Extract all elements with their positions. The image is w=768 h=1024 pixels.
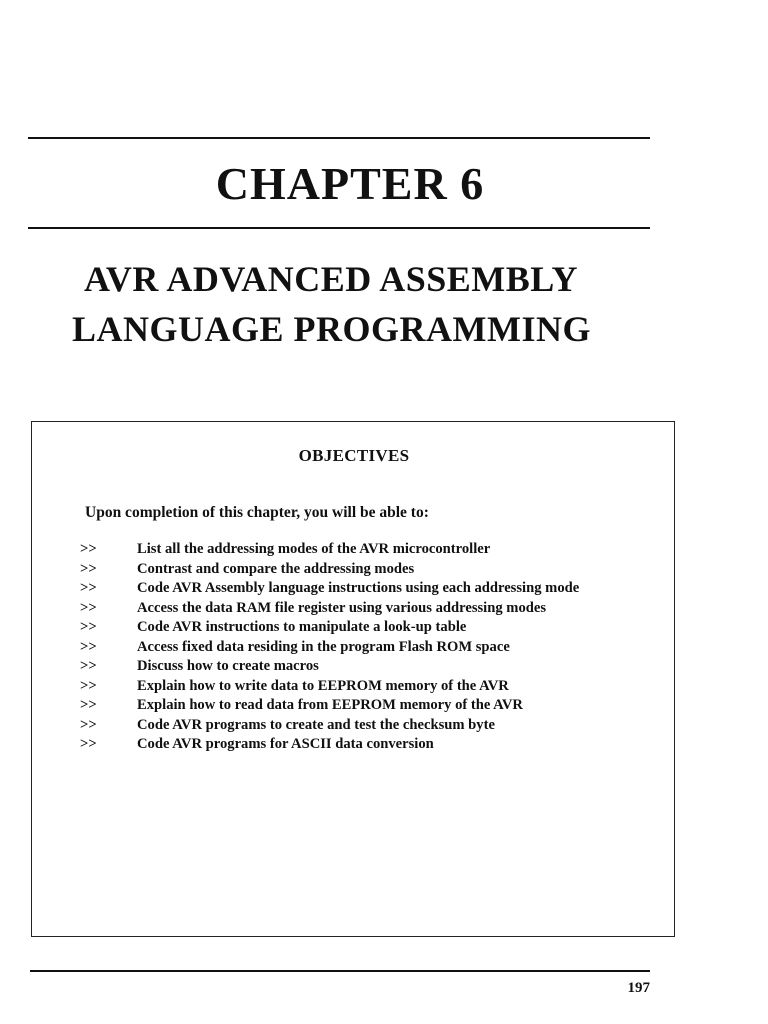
objective-text: Code AVR instructions to manipulate a look-up table — [137, 619, 467, 635]
heading-rule — [28, 227, 650, 229]
objective-item — [80, 580, 579, 600]
objective-text: Discuss how to create macros — [137, 658, 319, 674]
objective-marker: >> — [80, 580, 97, 596]
objective-item — [80, 639, 579, 659]
objectives-heading: OBJECTIVES — [298, 446, 410, 465]
objective-item — [80, 736, 579, 756]
top-rule — [28, 137, 650, 139]
objective-item — [80, 619, 579, 639]
objective-text: Contrast and compare the addressing modes — [137, 560, 415, 577]
objective-marker: >> — [80, 736, 97, 752]
objective-marker: >> — [80, 677, 97, 694]
objective-marker: >> — [80, 560, 97, 577]
objective-text: Code AVR programs for ASCII data conversion — [137, 736, 434, 752]
objective-marker: >> — [80, 619, 97, 635]
objectives-intro: Upon completion of this chapter, you will be able to: — [85, 504, 429, 521]
objective-text: Explain how to read data from EEPROM memory of the AVR — [137, 697, 523, 713]
chapter-title-line: AVR ADVANCED ASSEMBLY — [84, 259, 578, 299]
objective-item — [80, 658, 579, 678]
objective-text: Explain how to write data to EEPROM memory of the AVR — [137, 677, 509, 694]
objective-text: Code AVR programs to create and test the checksum byte — [137, 716, 495, 733]
objective-marker: >> — [80, 658, 97, 674]
objective-marker: >> — [80, 638, 97, 655]
objective-text: Code AVR Assembly language instructions using each addressing mode — [137, 580, 580, 596]
page-number: 197 — [627, 980, 650, 996]
objective-marker: >> — [80, 599, 97, 616]
objective-text: Access the data RAM file register using various addressing modes — [137, 599, 547, 616]
objective-text: Access fixed data residing in the program Flash ROM space — [137, 638, 510, 655]
objective-marker: >> — [80, 541, 97, 557]
objective-marker: >> — [80, 697, 97, 713]
objectives-box — [31, 421, 675, 937]
objective-marker: >> — [80, 716, 97, 733]
objective-item — [80, 678, 579, 698]
objective-item — [80, 697, 579, 717]
chapter-title-line: LANGUAGE PROGRAMMING — [72, 309, 591, 349]
objective-item — [80, 561, 579, 581]
chapter-title — [72, 254, 692, 354]
objective-text: List all the addressing modes of the AVR microcontroller — [137, 541, 491, 557]
objective-item — [80, 717, 579, 737]
objective-item — [80, 600, 579, 620]
chapter-heading: CHAPTER 6 — [215, 158, 485, 209]
objective-item — [80, 541, 579, 561]
footer-rule — [30, 970, 650, 972]
objectives-list — [80, 541, 579, 756]
